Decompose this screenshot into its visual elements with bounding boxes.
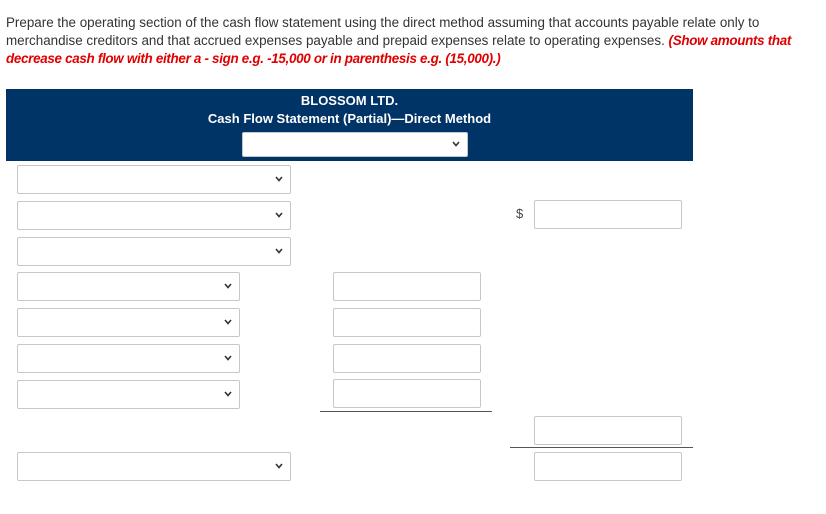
amount-input-4[interactable] (333, 272, 481, 301)
amount-input-9[interactable] (534, 452, 682, 481)
chevron-down-icon (223, 353, 233, 363)
amount-input-6[interactable] (333, 344, 481, 373)
statement-title: Cash Flow Statement (Partial)—Direct Method (207, 111, 492, 126)
statement-header (6, 89, 693, 161)
subtotal-input[interactable] (534, 416, 682, 445)
chevron-down-icon (274, 174, 284, 184)
amount-input-2[interactable] (534, 200, 682, 229)
line-item-select-9[interactable] (17, 452, 291, 481)
total-rule (510, 447, 693, 448)
subtotal-rule (320, 411, 492, 412)
instructions (6, 14, 818, 68)
line-item-select-7[interactable] (17, 380, 240, 409)
chevron-down-icon (274, 461, 284, 471)
line-item-select-2[interactable] (17, 201, 291, 230)
instructions-text: Prepare the operating section of the cash flow statement using the direct method assuming that accounts payable relate only to merchandise creditors and that accrued expenses payable and prepaid expenses relate to operating expenses. (6, 15, 760, 48)
chevron-down-icon (274, 210, 284, 220)
chevron-down-icon (451, 139, 461, 149)
chevron-down-icon (223, 317, 233, 327)
chevron-down-icon (223, 389, 233, 399)
amount-input-5[interactable] (333, 308, 481, 337)
dollar-sign: $ (516, 206, 524, 221)
chevron-down-icon (223, 281, 233, 291)
line-item-select-4[interactable] (17, 272, 240, 301)
line-item-select-1[interactable] (17, 165, 291, 194)
line-item-select-5[interactable] (17, 308, 240, 337)
line-item-select-6[interactable] (17, 344, 240, 373)
amount-input-7[interactable] (333, 379, 481, 408)
company-name: BLOSSOM LTD. (300, 93, 399, 108)
line-item-select-3[interactable] (17, 237, 291, 266)
period-select[interactable] (242, 132, 468, 157)
chevron-down-icon (274, 246, 284, 256)
instructions-note: (Show amounts that decrease cash flow with either a - sign e.g. -15,000 or in parenthesis e.g. (15,000).) (6, 33, 792, 66)
